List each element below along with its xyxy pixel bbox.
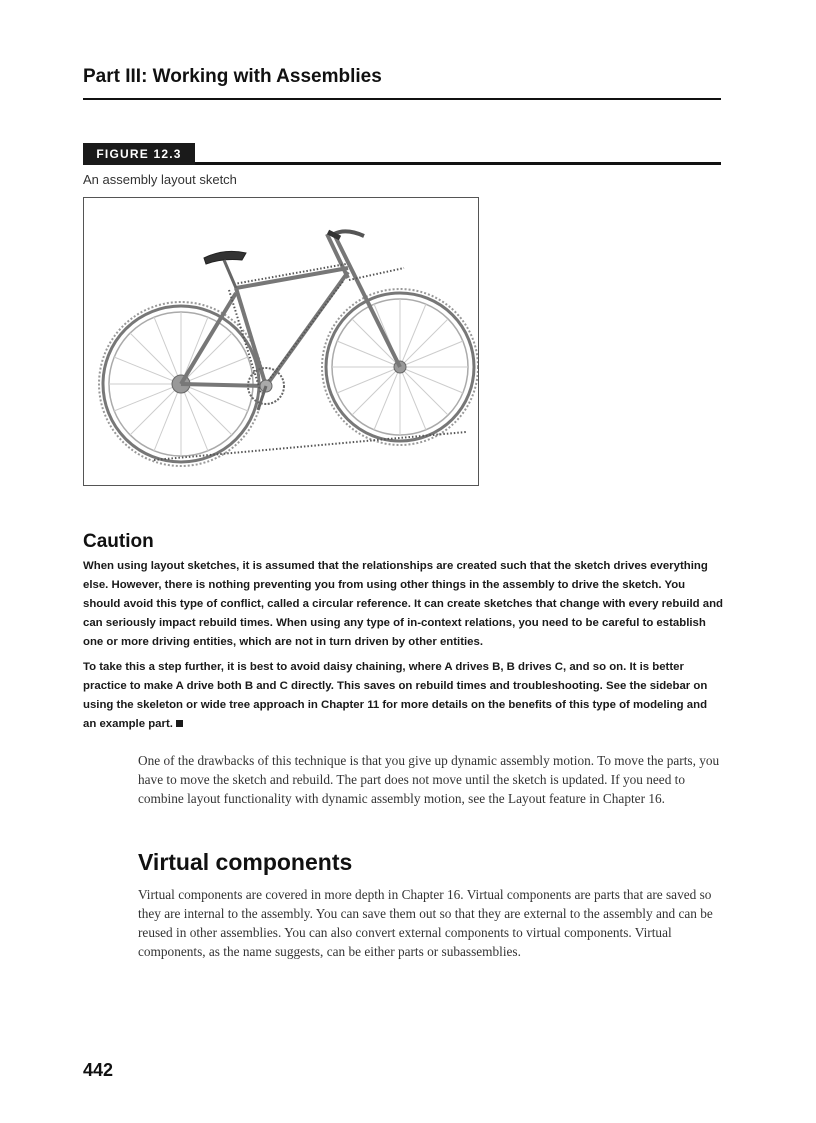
page-number: 442 (83, 1060, 114, 1080)
caution-paragraph: When using layout sketches, it is assumed that the relationships are created such that the sketch drives everything else. However, there is nothing preventing you from using other things in the assembly to drive the sketch. You should avoid this type of conflict, called a circular reference. It can create sketches that change with every rebuild and can seriously impact rebuild times. When using any type of in-context relations, you need to be careful to establish one or more driving entities, which are not in turn driven by other entities. (83, 560, 723, 648)
running-header: Part III: Working with Assemblies (83, 66, 382, 87)
caution-box (83, 557, 723, 740)
section-paragraph: Virtual components are covered in more depth in Chapter 16. Virtual components are parts that are saved so they are internal to the assembly. You can save them out so that they are external to the assembly and can be reused in other assemblies. You can also convert external components to virtual components. Virtual components, as the name suggests, can be either parts or subassemblies. (138, 887, 713, 959)
bicycle-sketch (84, 198, 478, 485)
caution-paragraph (83, 658, 723, 734)
figure-image (83, 197, 479, 486)
figure-label: FIGURE 12.3 (83, 143, 195, 165)
body-paragraph: One of the drawbacks of this technique is that you give up dynamic assembly motion. To move the parts, you have to move the sketch and rebuild. The part does not move until the sketch is updated. If you need to combine layout functionality with dynamic assembly motion, see the Layout feature in Chapter 16. (138, 753, 720, 806)
caution-title: Caution (83, 531, 154, 552)
section-heading: Virtual components (138, 849, 353, 875)
header-rule (83, 98, 721, 100)
caution-paragraph-text: To take this a step further, it is best to avoid daisy chaining, where A drives B, B drives C, and so on. It is better practice to make A drive both B and C directly. This saves on rebuild times and troubleshooting. See the sidebar on using the skeleton or wide tree approach in Chapter 11 for more details on the benefits of this type of modeling and an example part. (83, 661, 708, 730)
end-of-note-square-icon (176, 720, 183, 727)
figure-caption: An assembly layout sketch (83, 172, 237, 187)
